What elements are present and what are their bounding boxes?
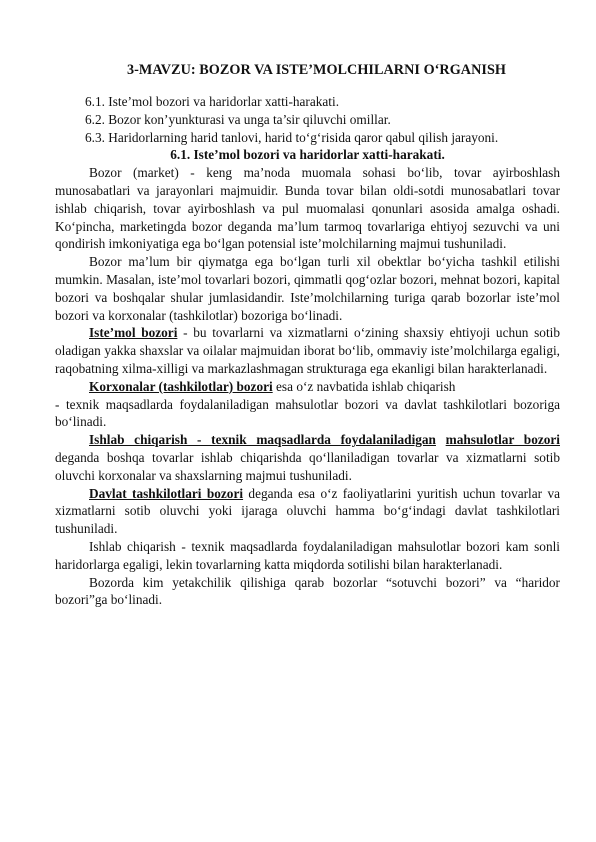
term-government-market: Davlat tashkilotlari bozori — [89, 485, 244, 501]
paragraph-text: esa o‘z navbatida ishlab chiqarish — [272, 378, 456, 394]
paragraph-text: deganda esa o‘z faoliyatlarini yuritish uchun tovarlar va xizmatlarni sotib oluvchi yoki ijaraga oluvchi hamma bo‘g‘indagi davlat tashkilotlari tushuniladi. — [55, 485, 560, 537]
paragraph-text: - bu tovarlarni va xizmatlarni o‘zining shaxsiy ehtiyoji uchun sotib oladigan yakka shaxslar va oilalar majmuidan iborat bo‘lib, ommaviy iste’molchilarga egaligi, raqobatning xilma-xilligi va markazlashmagan strukturaga ega ekanligi bilan harakterlanadi. — [55, 325, 560, 376]
paragraph-government-market — [55, 485, 560, 538]
term-consumer-market: Iste’mol bozori — [89, 325, 178, 341]
paragraph-seller-buyer-market: Bozorda kim yetakchilik qilishiga qarab bozorlar “sotuvchi bozori” va “haridor bozori”ga bo‘linadi. — [55, 574, 560, 608]
paragraph-industrial-characteristics: Ishlab chiqarish - texnik maqsadlarda foydalaniladigan mahsulotlar bozori kam sonli haridorlarga egaligi, lekin tovarlarning katta miqdorda sotilishi bilan harakterlanadi. — [55, 538, 560, 572]
term-products-market: mahsulotlar bozori — [445, 432, 560, 448]
section-title: 6.1. Iste’mol bozori va haridorlar xatti-harakati. — [170, 147, 445, 163]
term-organization-market: Korxonalar (tashkilotlar) bozori — [89, 378, 273, 394]
toc-item-3: 6.3. Haridorlarning harid tanlovi, harid to‘g‘risida qaror qabul qilish jarayoni. — [85, 129, 499, 145]
paragraph-market-definition: Bozor (market) - keng ma’noda muomala sohasi bo‘lib, tovar ayirboshlash munosabatlari va jarayonlari majmuidir. Bunda tovar bilan oldi-sotdi munosabatlari tovar ishlab chiqarish, tovar ayirboshlash va pul muomalasi qonunlari asosida amalga oshadi. Ko‘pincha, marketingda bozor deganda ma’lum tarmoq tovarlariga ehtiyoj sezuvchi va uni qondirish imkoniyatiga ega bo‘lgan potensial iste’molchilarning majmui tushuniladi. — [55, 165, 560, 252]
document-page — [55, 62, 560, 609]
page-title: 3-MAVZU: BOZOR VA ISTE’MOLCHILARNI O‘RGANISH — [126, 62, 506, 78]
table-of-contents — [55, 93, 560, 146]
toc-item-2: 6.2. Bozor kon’yunkturasi va unga ta’sir qiluvchi omillar. — [85, 111, 391, 127]
paragraph-market-types: Bozor ma’lum bir qiymatga ega bo‘lgan turli xil obektlar bo‘yicha tashkil etilishi mumkin. Masalan, iste’mol tovarlari bozori, qimmatli qog‘ozlar bozori, mehnat bozori, kapital bozori va boshqalar shular jumlasidandir. Iste’molchilarning turiga qarab bozorlar iste’mol bozori va korxonalar (tashkilotlar) bozoriga bo‘linadi. — [55, 254, 560, 323]
toc-item-1: 6.1. Iste’mol bozori va haridorlar xatti-harakati. — [85, 94, 340, 109]
term-industrial-market: Ishlab chiqarish - texnik maqsadlarda foydalaniladigan — [89, 432, 436, 448]
paragraph-organization-market-continued: - texnik maqsadlarda foydalaniladigan mahsulotlar bozori va davlat tashkilotlari bozoriga bo‘linadi. — [55, 396, 560, 430]
paragraph-organization-market — [55, 378, 560, 396]
paragraph-consumer-market — [55, 324, 560, 377]
paragraph-industrial-market — [55, 431, 560, 484]
paragraph-text: deganda boshqa tovarlar ishlab chiqarishda qo‘llaniladigan tovarlar va xizmatlarni sotib oluvchi korxonalar va shaxslarning majmui tushuniladi. — [55, 449, 560, 483]
